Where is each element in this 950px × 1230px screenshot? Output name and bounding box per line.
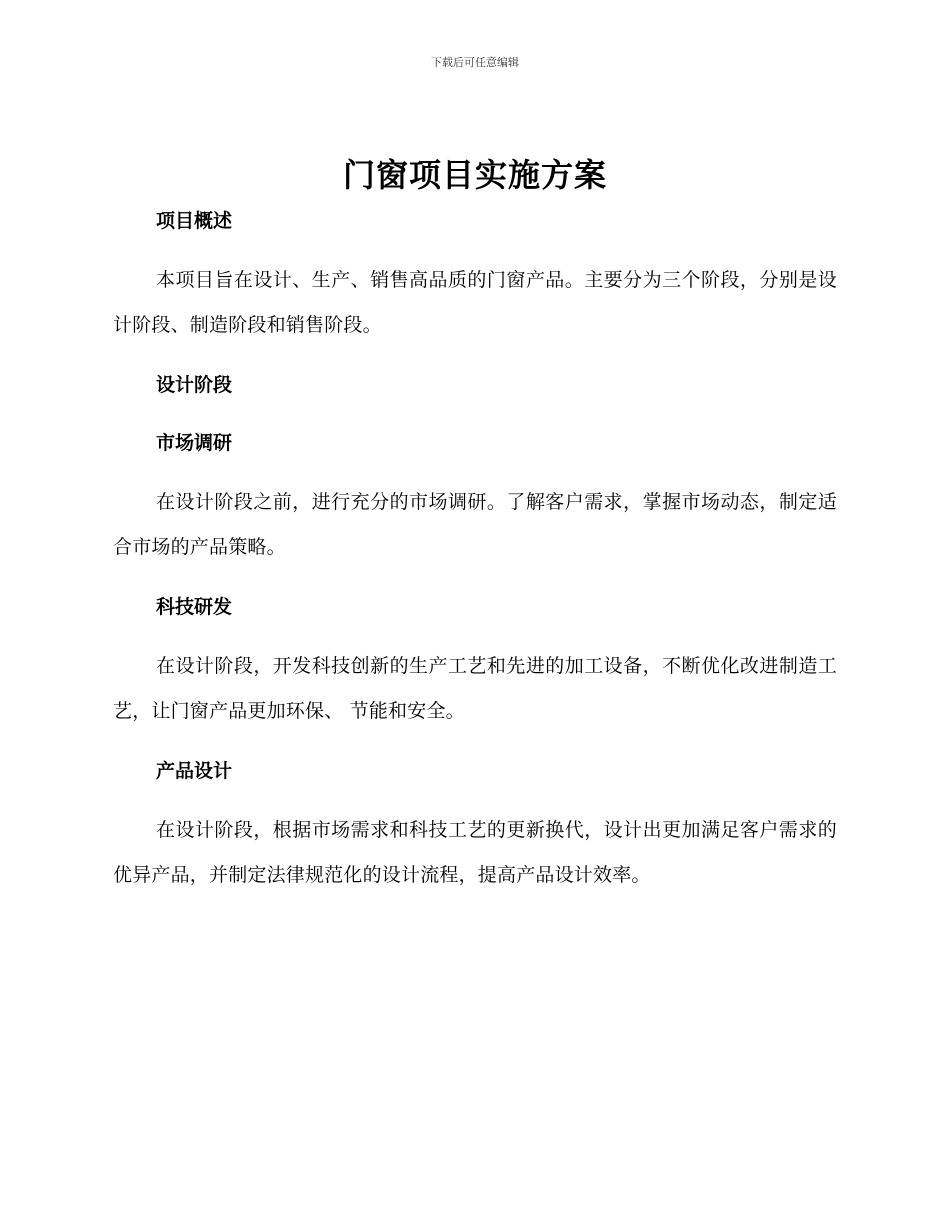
section-paragraph-tech-rd: 在设计阶段，开发科技创新的生产工艺和先进的加工设备，不断优化改进制造工艺，让门窗产品更加环保、 节能和安全。 bbox=[113, 655, 837, 722]
section-heading-product-design: 产品设计 bbox=[156, 760, 233, 782]
header-note: 下载后可任意编辑 bbox=[431, 56, 519, 69]
document-body bbox=[113, 203, 837, 898]
section-heading-overview: 项目概述 bbox=[156, 210, 233, 232]
section-paragraph-overview: 本项目旨在设计、生产、销售高品质的门窗产品。主要分为三个阶段，分别是设计阶段、制造阶段和销售阶段。 bbox=[113, 269, 837, 336]
section-heading-market-research: 市场调研 bbox=[156, 432, 233, 454]
section-heading-tech-rd: 科技研发 bbox=[156, 596, 233, 618]
section-paragraph-market-research: 在设计阶段之前，进行充分的市场调研。了解客户需求，掌握市场动态，制定适合市场的产品策略。 bbox=[113, 491, 837, 558]
document-title: 门窗项目实施方案 bbox=[342, 156, 607, 194]
section-paragraph-product-design: 在设计阶段，根据市场需求和科技工艺的更新换代，设计出更加满足客户需求的优异产品，并制定法律规范化的设计流程，提高产品设计效率。 bbox=[113, 819, 837, 886]
section-heading-design-phase: 设计阶段 bbox=[156, 374, 233, 396]
